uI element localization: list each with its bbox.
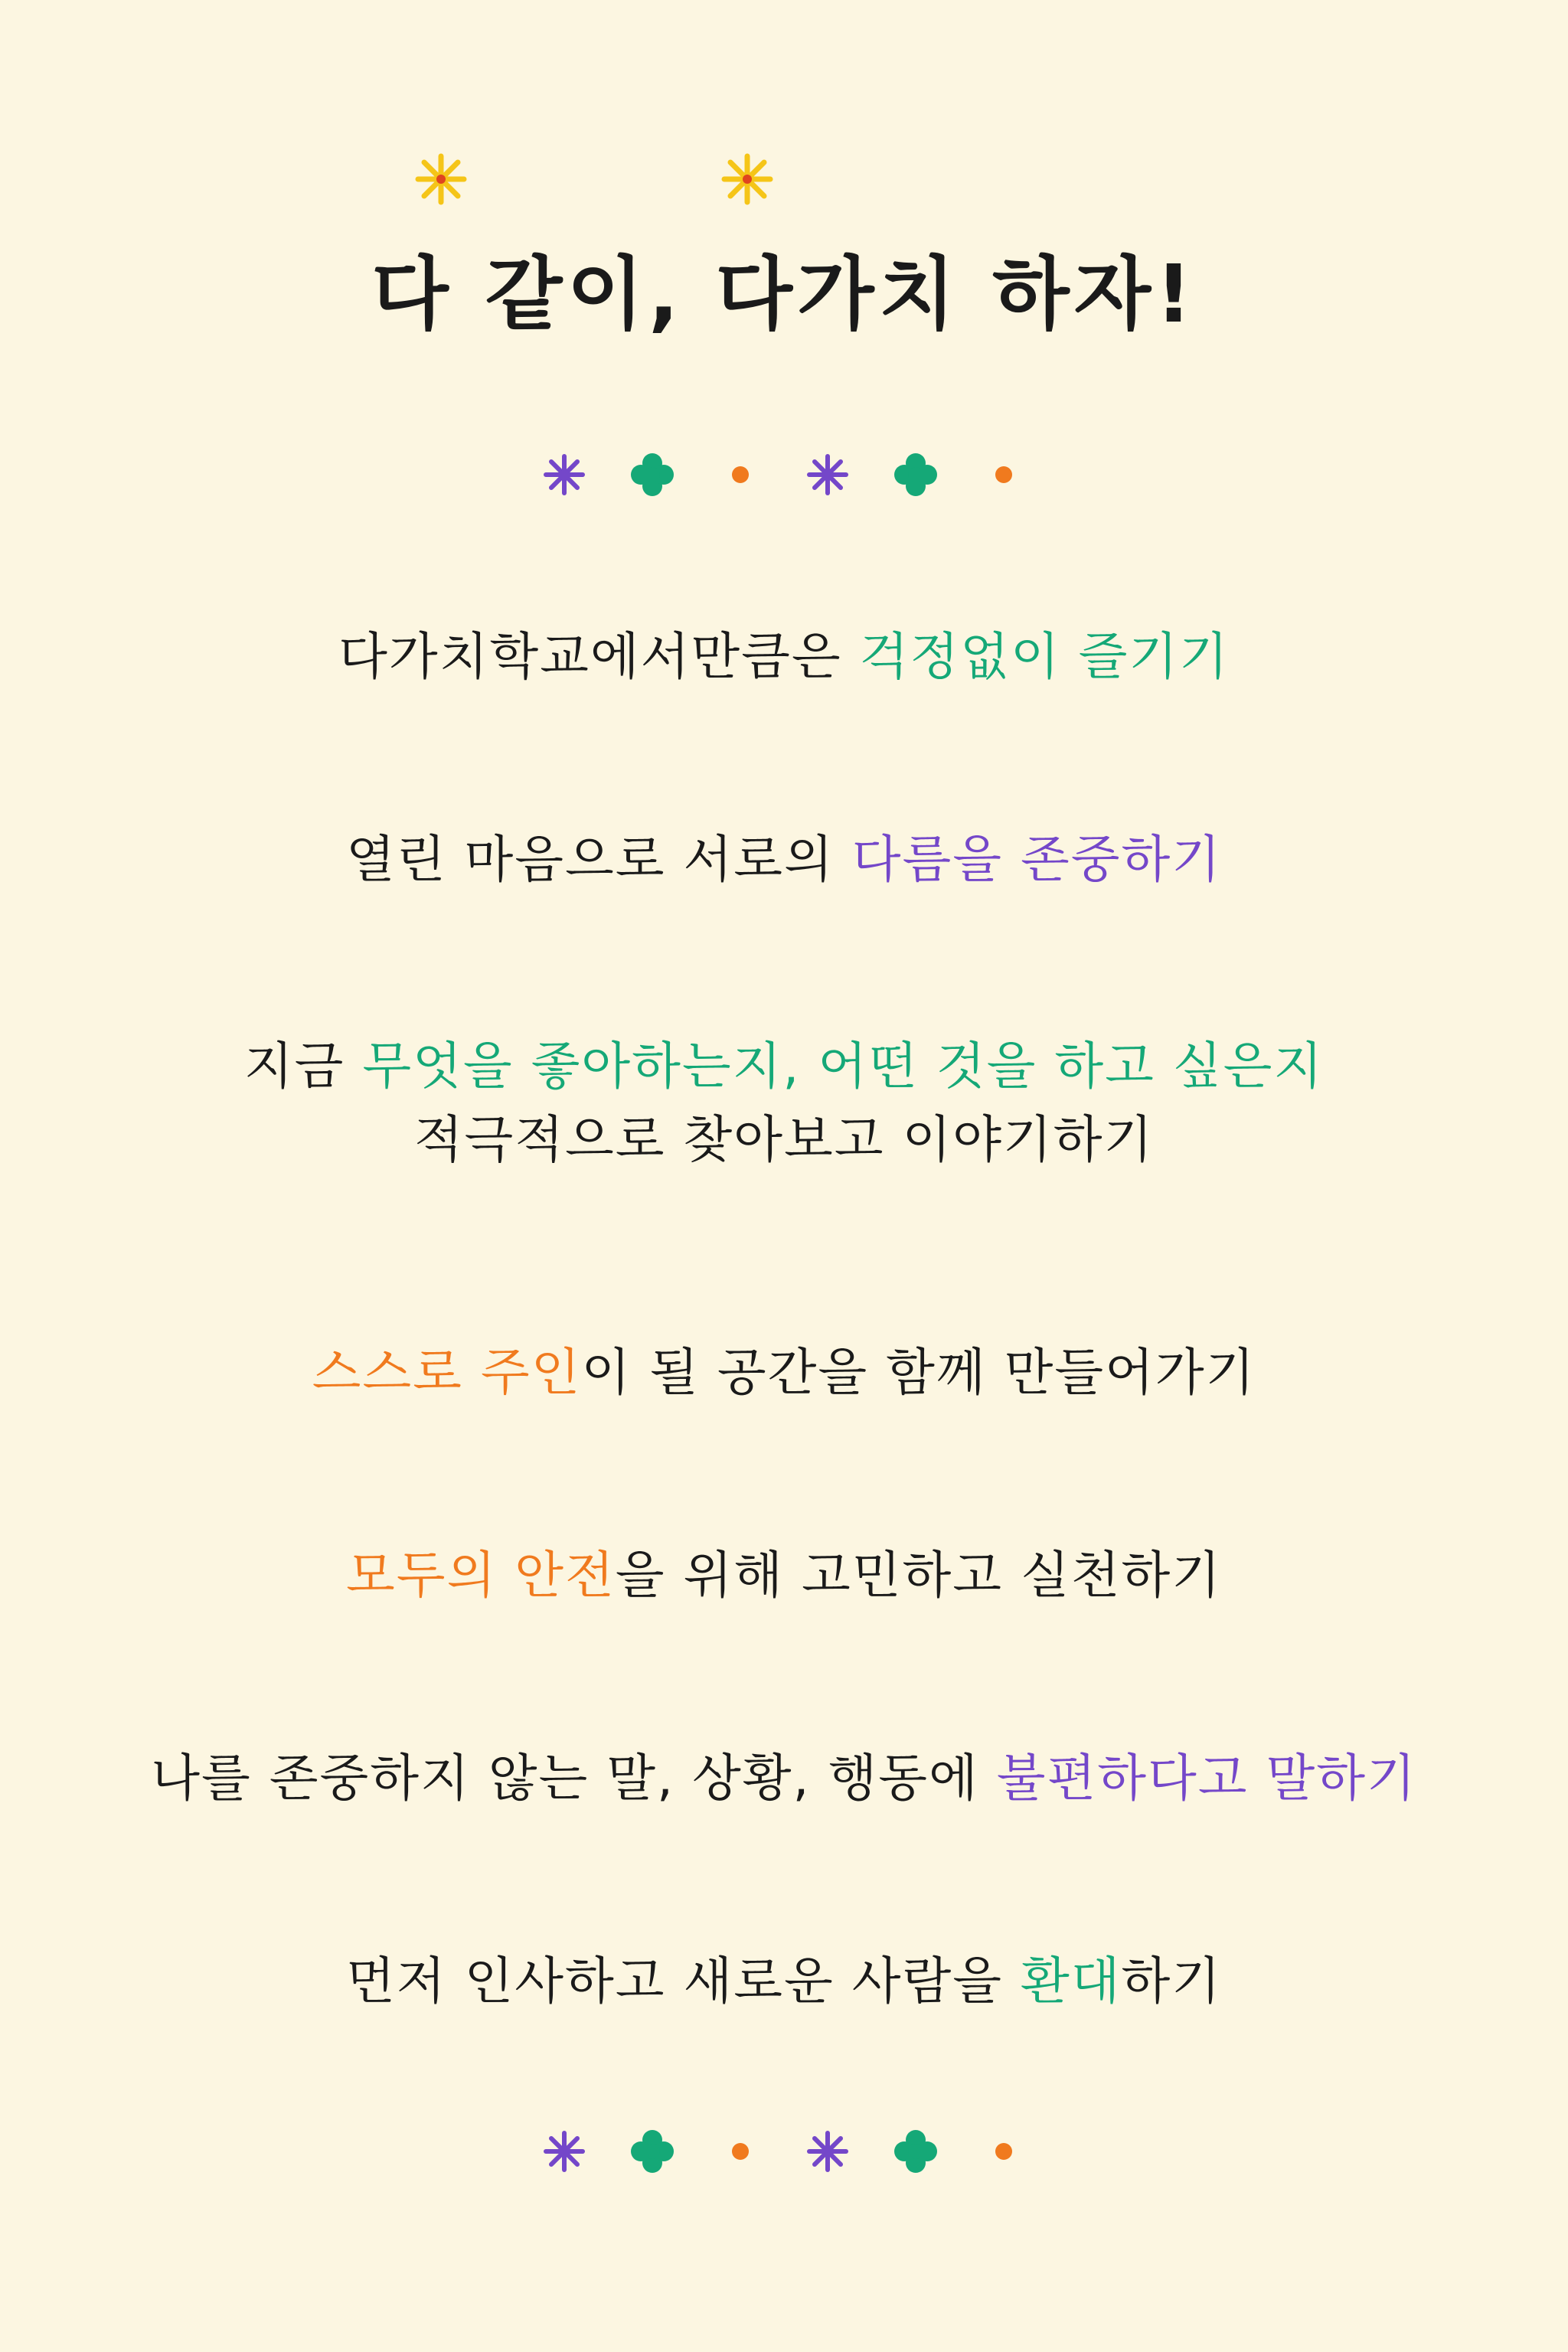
orange-dot-icon <box>981 452 1027 498</box>
purple-asterisk-icon <box>805 2128 851 2174</box>
rule-highlight: 다름을 존중하기 <box>851 830 1223 889</box>
purple-asterisk-icon <box>541 2128 587 2174</box>
ornament-row-bottom <box>0 2125 1568 2178</box>
rule-highlight: 걱정없이 즐기기 <box>859 627 1230 686</box>
green-clover-icon <box>629 2128 676 2175</box>
rule-2 <box>0 823 1568 897</box>
rule-text: 나를 존중하지 않는 말, 상황, 행동에 <box>151 1749 997 1808</box>
yellow-star-icon <box>413 152 469 207</box>
rule-line <box>0 823 1568 897</box>
green-clover-icon <box>892 451 939 498</box>
orange-dot-icon <box>717 2128 763 2174</box>
rule-line <box>0 1945 1568 2018</box>
purple-asterisk-icon <box>805 452 851 498</box>
ornament-row-top <box>0 448 1568 501</box>
page-title: 다 같이, 다가치 하자! <box>371 247 1197 341</box>
rule-line <box>0 1030 1568 1103</box>
rule-line <box>0 1103 1568 1177</box>
rule-highlight: 무엇을 좋아하는지, 어떤 것을 하고 싶은지 <box>362 1037 1325 1096</box>
rule-line <box>0 1336 1568 1410</box>
rule-6 <box>0 1742 1568 1815</box>
rule-text: 적극적으로 찾아보고 이야기하기 <box>413 1110 1155 1169</box>
rule-highlight: 모두의 안전 <box>345 1546 616 1605</box>
rule-text: 이 될 공간을 함께 만들어가기 <box>581 1343 1256 1402</box>
orange-dot-icon <box>717 452 763 498</box>
green-clover-icon <box>892 2128 939 2175</box>
rule-7 <box>0 1945 1568 2018</box>
rule-5 <box>0 1539 1568 1612</box>
rule-highlight: 스스로 주인 <box>312 1343 582 1402</box>
rule-4 <box>0 1336 1568 1410</box>
rule-3 <box>0 1030 1568 1177</box>
rule-text: 지금 <box>243 1037 363 1096</box>
rule-text: 열린 마음으로 서로의 <box>345 830 852 889</box>
yellow-star-icon <box>720 152 775 207</box>
rule-text: 을 위해 고민하고 실천하기 <box>615 1546 1223 1605</box>
rule-highlight: 불편하다고 말하기 <box>996 1749 1417 1808</box>
rule-text: 먼저 인사하고 새로운 사람을 <box>345 1952 1021 2011</box>
rule-highlight: 환대 <box>1020 1952 1122 2011</box>
rule-line <box>0 1742 1568 1815</box>
orange-dot-icon <box>981 2128 1027 2174</box>
rule-text: 하기 <box>1121 1952 1223 2011</box>
purple-asterisk-icon <box>541 452 587 498</box>
green-clover-icon <box>629 451 676 498</box>
rule-1 <box>0 620 1568 694</box>
rule-line <box>0 620 1568 694</box>
rule-text: 다가치학교에서만큼은 <box>338 627 860 686</box>
rule-line <box>0 1539 1568 1612</box>
